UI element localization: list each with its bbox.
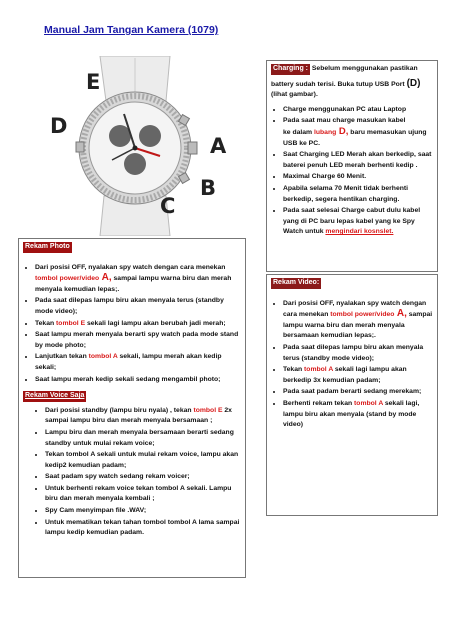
item-text: Dari posisi standby (lampu biru nyala) , tekan — [45, 406, 194, 414]
label-b: B — [200, 176, 217, 200]
item-text: Tekan — [283, 366, 305, 374]
red-keyword: A, — [99, 272, 112, 284]
red-keyword: tombol E — [193, 406, 223, 414]
item-text: Lanjutkan tekan — [35, 353, 89, 361]
watch-photo — [20, 56, 246, 236]
list-item — [283, 206, 433, 238]
list-item: • Untuk mematikan tekan tahan tombol tombol A lama sampai lampu kedip kemudian padam. — [45, 518, 241, 539]
item-text: sekali lagi lampu akan berkedip 3x kemudian padam; — [283, 366, 407, 384]
charging-header: Charging : — [271, 64, 310, 75]
rekam-video-header: Rekam Video: — [271, 278, 321, 289]
list-item — [283, 299, 433, 342]
label-d: D — [50, 114, 68, 138]
list-item: • Saat Charging LED Merah akan berkedip, saat baterei penuh LED merah berhenti kedip . — [283, 150, 433, 171]
rekam-photo-section — [18, 238, 246, 578]
list-item — [35, 263, 241, 296]
list-item: • Untuk berhenti rekam voice tekan tombol A sekali. Lampu biru dan merah menyala kembali ; — [45, 484, 241, 505]
list-item: • Maximal Charge 60 Menit. — [283, 172, 433, 183]
red-keyword: tombol power/video — [330, 311, 395, 319]
list-item: • Charge menggunakan PC atau Laptop — [283, 105, 433, 116]
rekam-voice-header: Rekam Voice Saja — [23, 391, 86, 402]
list-item — [35, 352, 241, 373]
list-item: • Apabila selama 70 Menit tidak berhenti berkedip, segera hentikan charging. — [283, 184, 433, 205]
red-keyword: tombol A — [354, 399, 383, 407]
red-keyword: lubang — [313, 128, 337, 136]
rekam-video-section — [266, 274, 438, 516]
item-text: sekali lagi lampu akan berubah jadi merah; — [85, 319, 226, 327]
list-item: • Pada saat padam berarti sedang merekam; — [283, 387, 433, 398]
list-item — [45, 406, 241, 427]
charging-item-text: Pada saat selesai Charge cabut dulu kabel yang di PC baru lepas kabel yang ke Spy Watch untuk — [283, 207, 421, 236]
list-item: • Spy Cam menyimpan file .WAV; — [45, 506, 241, 517]
list-item: • Saat lampu merah menyala berarti spy watch pada mode stand by mode photo; — [35, 330, 241, 351]
list-item: • Saat lampu merah kedip sekali sedang mengambil photo; — [35, 375, 241, 386]
list-item — [283, 116, 433, 149]
item-text: Dari posisi OFF, nyalakan spy watch dengan cara menekan — [283, 299, 427, 319]
list-item — [283, 399, 433, 431]
page-title: Manual Jam Tangan Kamera (1079) — [44, 24, 219, 36]
charging-intro-end: (lihat gambar). — [271, 91, 318, 99]
red-keyword: mengindari kosnslet. — [325, 228, 394, 236]
item-text: Tekan — [35, 319, 57, 327]
rekam-photo-header: Rekam Photo — [23, 242, 72, 253]
item-text: sampai lampu warna biru dan merah menyala bersamaan kemudian lepas;. — [283, 311, 433, 340]
list-item — [283, 365, 433, 386]
red-keyword: tombol A — [88, 353, 118, 361]
list-item: • Pada saat dilepas lampu biru akan menyala terus (standby mode video); — [35, 296, 241, 317]
label-c: C — [160, 194, 176, 218]
item-text: 2x sampai lampu biru dan merah menyala bersamaan ; — [45, 406, 232, 425]
red-keyword: tombol power/video — [35, 275, 100, 283]
list-item: • Tekan tombol A sekali untuk mulai rekam voice, lampu akan kedip2 kemudian padam; — [45, 450, 241, 471]
list-item — [35, 319, 241, 330]
item-text: Berhenti rekam tekan — [283, 399, 355, 407]
label-e: E — [86, 70, 101, 94]
item-text: Dari posisi OFF, nyalakan spy watch dengan cara menekan — [35, 263, 226, 271]
item-text: sekali, lampu merah akan kedip sekali; — [35, 353, 222, 371]
charging-item-text: baru memasukan ujung USB ke PC. — [283, 128, 427, 147]
list-item: • Lampu biru dan merah menyala bersamaan berarti sedang standby untuk mulai rekam voice; — [45, 428, 241, 449]
red-keyword: tombol E — [56, 319, 86, 327]
charging-item-text: ke dalam — [283, 128, 314, 136]
red-keyword: A, — [394, 308, 407, 320]
label-a: A — [210, 134, 227, 158]
port-letter: (D) — [406, 77, 421, 89]
charging-item-text: Pada saat mau charge masukan kabel — [283, 117, 406, 125]
charging-section — [266, 60, 438, 272]
list-item: • Pada saat dilepas lampu biru akan menyala terus (standby mode video); — [283, 343, 433, 364]
charging-intro: Sebelum menggunakan pastikan battery sudah terisi. Buka tutup USB Port — [271, 65, 418, 88]
item-text: sampai lampu warna biru dan merah menyala kemudian lepas;. — [35, 275, 232, 293]
red-keyword: tombol A — [304, 366, 333, 374]
red-keyword: D, — [336, 125, 349, 137]
item-text: sekali lagi, lampu biru akan menyala (stand by mode video) — [283, 399, 420, 429]
list-item: • Saat padam spy watch sedang rekam voicer; — [45, 472, 241, 483]
